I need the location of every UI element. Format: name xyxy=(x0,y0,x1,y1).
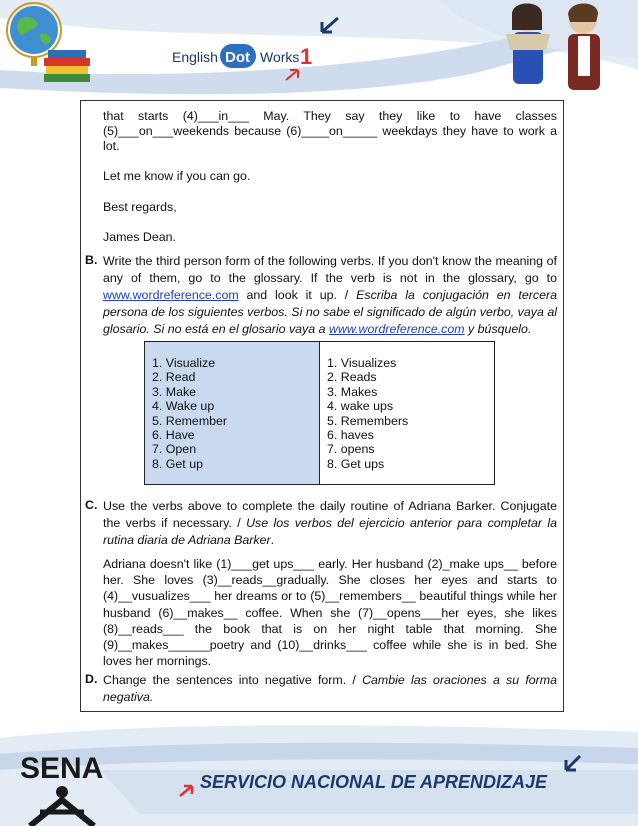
svg-text:English: English xyxy=(172,49,218,65)
verb-answer-item: 4. wake ups xyxy=(327,399,394,414)
section-c-letter: C. xyxy=(85,498,98,512)
verbs-table xyxy=(144,341,495,485)
footer-banner xyxy=(0,718,638,826)
letter-line-3: lot. xyxy=(103,139,120,153)
wordreference-link-2[interactable]: www.wordreference.com xyxy=(328,322,465,336)
sena-wordmark: SENA xyxy=(20,752,104,785)
verb-answer-item: 3. Makes xyxy=(327,384,378,399)
verb-answer-item: 1. Visualizes xyxy=(327,356,397,370)
verb-base-item: 3. Make xyxy=(152,384,197,399)
verb-base-item: 2. Read xyxy=(152,370,196,385)
svg-text:1: 1 xyxy=(300,44,313,69)
header-banner xyxy=(0,0,638,98)
verb-base-item: 6. Have xyxy=(152,428,195,443)
books-icon xyxy=(44,50,90,82)
verb-answer-item: 5. Remembers xyxy=(327,413,409,428)
verb-answer-item: 2. Reads xyxy=(327,370,377,385)
verb-answer-item: 8. Get ups xyxy=(327,456,385,471)
section-d-italic: Cambie las oraciones a su forma negativa. xyxy=(103,673,558,704)
section-d-text: Change the sentences into negative form. / xyxy=(103,673,363,687)
section-d-instructions xyxy=(103,672,557,706)
verb-base-item: 7. Open xyxy=(152,442,197,457)
verb-base-item: 5. Remember xyxy=(152,413,228,428)
svg-text:Dot: Dot xyxy=(225,49,250,66)
section-d-letter: D. xyxy=(85,672,98,686)
letter-text xyxy=(103,109,557,154)
section-b-italic-2: y búsquelo. xyxy=(464,322,532,336)
section-c-end: . xyxy=(270,533,275,547)
section-b-italic-1: Escriba la conjugación en tercera persona de los siguientes verbos. Si no sabe el significado de algún verbo, vaya al glosario. Si no está en el glosario vaya a xyxy=(103,288,558,336)
section-b-letter: B. xyxy=(85,253,98,267)
page-header xyxy=(0,0,638,98)
letter-line-1: that starts (4)___in___ May. They say they like to have classes xyxy=(103,109,557,123)
page-footer xyxy=(0,718,638,826)
letter-regards: Best regards, xyxy=(103,200,177,214)
footer-title: SERVICIO NACIONAL DE APRENDIZAJE xyxy=(200,772,548,792)
section-c-italic: Use los verbos del ejercicio anterior para completar la rutina diaria de Adriana Barker xyxy=(103,516,557,547)
exercise-content xyxy=(80,100,564,712)
verbs-base-column xyxy=(145,342,320,484)
verb-base-item: 8. Get up xyxy=(152,456,203,471)
verb-answer-item: 7. opens xyxy=(327,442,375,457)
verb-base-item: 4. Wake up xyxy=(152,399,215,414)
verb-base-item: 1. Visualize xyxy=(152,356,216,370)
verbs-third-person-column xyxy=(320,342,494,484)
section-b-text-1: Write the third person form of the following verbs. If you don't know the meaning of any of them, go to the glossary. If the verb is not in the glossary, go to xyxy=(103,254,557,285)
section-b-instructions xyxy=(103,253,557,338)
section-b-text-2: and look it up. / xyxy=(238,288,357,302)
letter-line-2: (5)___on___weekends because (6)____on_____ weekdays they have to work a xyxy=(103,124,557,138)
verb-answer-item: 6. haves xyxy=(327,428,374,443)
section-c-instructions xyxy=(103,498,557,549)
letter-ask: Let me know if you can go. xyxy=(103,169,251,183)
wordreference-link-1[interactable]: www.wordreference.com xyxy=(103,288,239,302)
letter-signature: James Dean. xyxy=(103,230,177,244)
section-c-text: Use the verbs above to complete the daily routine of Adriana Barker. Conjugate the verbs if necessary. / xyxy=(103,499,557,530)
section-c-paragraph: Adriana doesn't like (1)___get ups___ early. Her husband (2)_make ups__ before her. She loves (3)__reads__gradually. She closes her eyes and starts to (4)__vusualizes___ her dreams or to (5)__remembers__ beautiful things while her husband (6)__makes__ coffee. When she (7)__opens___her eyes, she likes (8)__reads___ the book that is on her night table that morning. She (9)__makes______poetry and (10)__drinks___ coffee while she is in bed. She loves her mornings. xyxy=(103,557,557,669)
svg-text:Works: Works xyxy=(260,49,300,65)
